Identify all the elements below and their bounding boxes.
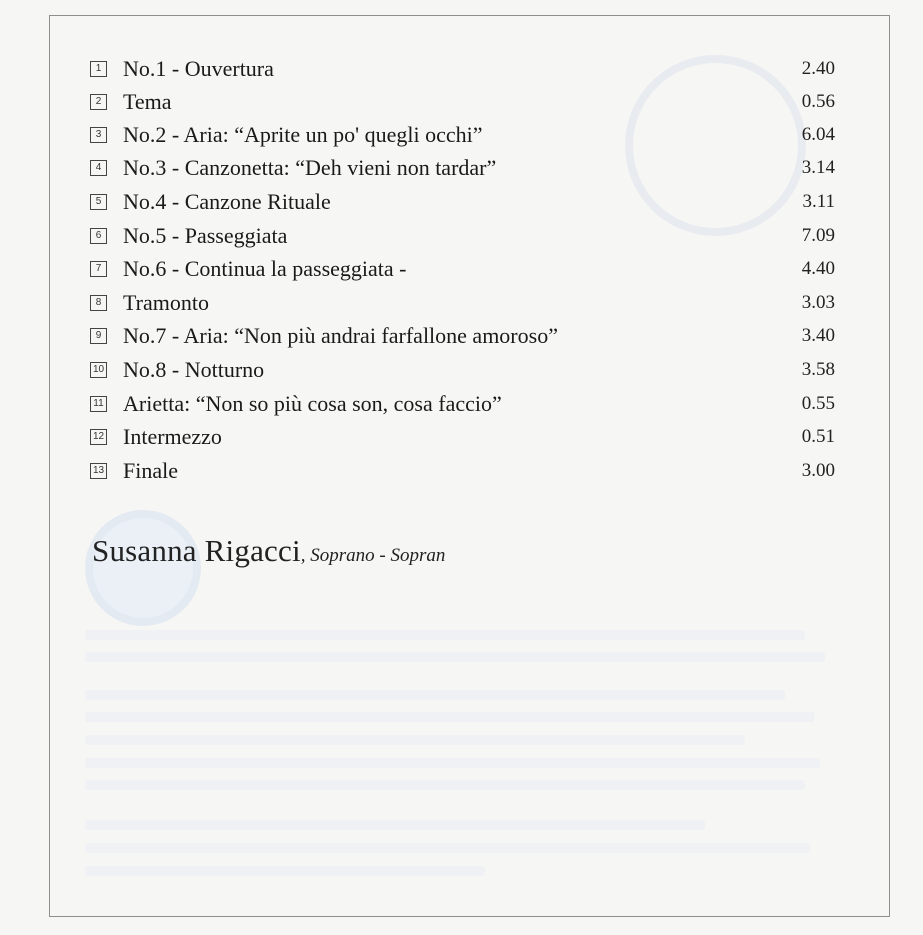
ghost-text-line xyxy=(85,630,805,640)
track-title: Arietta: “Non so più cosa son, cosa faccio” xyxy=(123,391,502,416)
track-duration: 2.40 xyxy=(801,58,835,79)
track-row xyxy=(90,287,835,319)
track-duration: 0.56 xyxy=(801,91,835,112)
track-title: Intermezzo xyxy=(123,424,222,449)
track-row xyxy=(90,354,835,386)
track-row xyxy=(90,53,835,85)
track-duration: 3.00 xyxy=(801,460,835,481)
track-title: No.1 - Ouvertura xyxy=(123,56,274,81)
track-duration: 7.09 xyxy=(801,225,835,246)
track-title: No.4 - Canzone Rituale xyxy=(123,189,331,214)
ghost-text-line xyxy=(85,758,820,768)
ghost-text-line xyxy=(85,866,485,876)
track-number: 1 xyxy=(90,61,107,77)
track-row xyxy=(90,220,835,252)
track-title: Finale xyxy=(123,458,178,483)
track-row xyxy=(90,421,835,453)
ghost-text-line xyxy=(85,652,825,662)
ghost-text-line xyxy=(85,735,745,745)
performer-credit xyxy=(92,533,445,569)
track-number: 2 xyxy=(90,94,107,110)
ghost-text-line xyxy=(85,843,810,853)
track-number: 9 xyxy=(90,328,107,344)
track-number: 7 xyxy=(90,261,107,277)
track-number: 4 xyxy=(90,160,107,176)
track-number: 6 xyxy=(90,228,107,244)
track-row xyxy=(90,320,835,352)
track-duration: 3.14 xyxy=(801,157,835,178)
track-duration: 4.40 xyxy=(801,258,835,279)
track-title: Tema xyxy=(123,89,172,114)
track-number: 10 xyxy=(90,362,107,378)
track-row xyxy=(90,86,835,118)
track-row xyxy=(90,388,835,420)
track-duration: 3.03 xyxy=(801,292,835,313)
track-duration: 0.55 xyxy=(801,393,835,414)
track-duration: 3.11 xyxy=(802,191,835,212)
ghost-text-line xyxy=(85,690,785,700)
track-number: 5 xyxy=(90,194,107,210)
ghost-text-line xyxy=(85,780,805,790)
track-number: 11 xyxy=(90,396,107,412)
track-title: Tramonto xyxy=(123,290,209,315)
track-title: No.5 - Passeggiata xyxy=(123,223,288,248)
track-duration: 6.04 xyxy=(801,124,835,145)
track-duration: 0.51 xyxy=(801,426,835,447)
track-title: No.7 - Aria: “Non più andrai farfallone amoroso” xyxy=(123,323,558,348)
performer-role: , Soprano - Sopran xyxy=(300,545,446,566)
track-number: 3 xyxy=(90,127,107,143)
track-title: No.8 - Notturno xyxy=(123,357,265,382)
track-row xyxy=(90,253,835,285)
track-number: 13 xyxy=(90,463,107,479)
track-title: No.2 - Aria: “Aprite un po' quegli occhi” xyxy=(123,122,483,147)
ghost-text-line xyxy=(85,820,705,830)
track-row xyxy=(90,186,835,218)
track-row xyxy=(90,152,835,184)
track-duration: 3.40 xyxy=(801,325,835,346)
ghost-text-line xyxy=(85,712,815,722)
track-number: 12 xyxy=(90,429,107,445)
performer-name: Susanna Rigacci xyxy=(92,533,301,568)
track-title: No.6 - Continua la passeggiata - xyxy=(123,256,407,281)
track-row xyxy=(90,455,835,487)
track-duration: 3.58 xyxy=(801,359,835,380)
track-title: No.3 - Canzonetta: “Deh vieni non tardar” xyxy=(123,155,497,180)
track-number: 8 xyxy=(90,295,107,311)
track-row xyxy=(90,119,835,151)
